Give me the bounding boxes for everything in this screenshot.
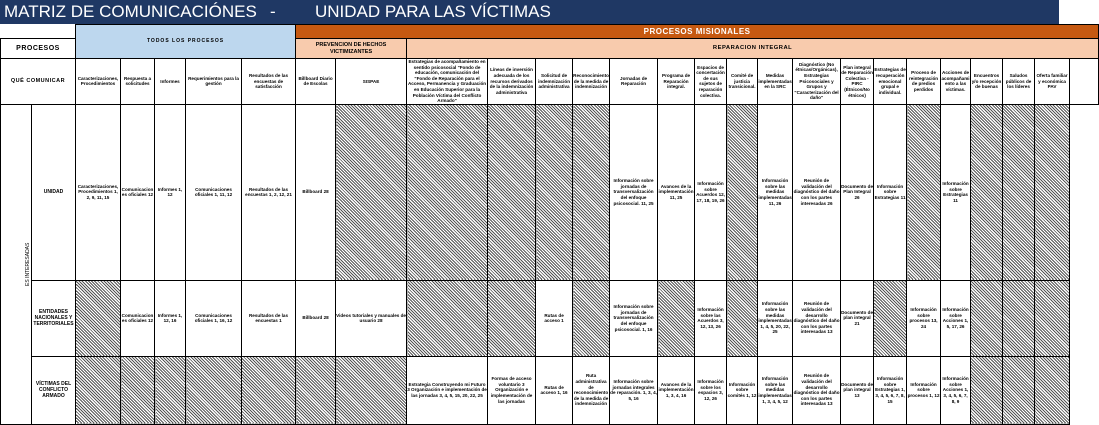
matrix-cell: Rutas de acceso 1, 16 (536, 356, 573, 424)
column-header: Reconocimiento de la medida de indemnización (573, 59, 610, 105)
matrix-cell (727, 280, 758, 356)
columns-row (1, 59, 1099, 105)
matrix-cell: Información sobre las medidas implementadas 11, 26 (758, 104, 793, 280)
matrix-cell: Información sobre jornadas de transversalización del enfoque psicosocial. 11, 25 (610, 104, 658, 280)
matrix-cell: Información sobre las Acuerdos 3, 12, 13, 26 (695, 280, 727, 356)
matrix-cell: Caracterizaciones, Procedimientos 1, 2, 9, 11, 15 (76, 104, 121, 280)
matrix-cell: Información sobre comités 1, 12 (727, 356, 758, 424)
matrix-cell: Reunión de validación del diagnóstico del daño con los partes interesadas 26 (793, 104, 841, 280)
matrix-cell (907, 104, 941, 280)
matrix-cell (76, 356, 121, 424)
matrix-cell (121, 356, 155, 424)
matrix-cell: Documento de plan integral 13 (841, 356, 874, 424)
column-header: Respuesta a solicitudes (121, 59, 155, 105)
matrix-cell: Billboard 28 (296, 104, 336, 280)
communications-matrix (0, 24, 1099, 425)
matrix-cell: Comunicaciones oficiales 12 (121, 104, 155, 280)
matrix-cell (1035, 104, 1070, 280)
matrix-cell: Reunión de validación del desarrollo diagnóstico del daño con los partes interesadas 13 (793, 280, 841, 356)
matrix-cell (971, 356, 1003, 424)
column-header: Programa de Reparación integral. (658, 59, 695, 105)
matrix-cell: Videos tutoriales y manuales de usuario 28 (336, 280, 407, 356)
column-header: Resultados de las encuestas de satisfacción (242, 59, 296, 105)
matrix-cell (1003, 280, 1035, 356)
row-label: UNIDAD (32, 104, 76, 280)
matrix-cell: Información sobre las medidas implementadas 1, 3, 4, 5, 12 (758, 356, 793, 424)
matrix-cell: Reunión de validación del desarrollo diagnóstico del daño con los partes interesadas 13 (793, 356, 841, 424)
matrix-cell (488, 104, 536, 280)
column-header: SISPAE (336, 59, 407, 105)
matrix-cell: Información sobre procesos 13, 24 (907, 280, 941, 356)
matrix-cell (971, 280, 1003, 356)
matrix-cell: Información sobre jornadas integrales de reparación. 1, 3, 4, 5, 16 (610, 356, 658, 424)
column-header: Oferta familiar y económica PAV (1035, 59, 1070, 105)
matrix-cell (242, 356, 296, 424)
matrix-cell (336, 356, 407, 424)
column-header: Líneas de inversión adecuada de los recursos derivados de la indemnización administrativa (488, 59, 536, 105)
matrix-cell (1035, 280, 1070, 356)
matrix-cell: Avances de la implementación 11, 25 (658, 104, 695, 280)
column-header: Billboard Diario de Escolas (296, 59, 336, 105)
matrix-cell (336, 104, 407, 280)
matrix-cell (971, 104, 1003, 280)
title-separator: - (270, 2, 276, 21)
title-bar (0, 0, 1059, 24)
matrix-cell (573, 280, 610, 356)
procesos-header: PROCESOS (1, 39, 76, 59)
matrix-cell: Información sobre las medidas implementadas 1, 4, 5, 20, 22, 25 (758, 280, 793, 356)
matrix-cell (407, 280, 488, 356)
matrix-cell: Formas de acceso voluntario 3 Organización e implementación de las jornadas (488, 356, 536, 424)
matrix-cell (727, 104, 758, 280)
column-header: Solicitud de indemnización administrativa (536, 59, 573, 105)
matrix-cell (296, 356, 336, 424)
matrix-cell: Informes 1, 12 (155, 104, 186, 280)
column-header: Medidas implementadas en la SRC (758, 59, 793, 105)
matrix-cell: Estrategia Construyendo mi Futuro 3 Organización e implementación de las jornadas 3, 4, 5, 15, 20, 22, 25 (407, 356, 488, 424)
row-label: VÍCTIMAS DEL CONFLICTO ARMADO (32, 356, 76, 424)
column-header: Informes (155, 59, 186, 105)
matrix-cell (536, 104, 573, 280)
matrix-cell: Comunicaciones oficiales 12 (121, 280, 155, 356)
prevencion-header: PREVENCION DE HECHOS VICTIMIZANTES (296, 39, 407, 59)
matrix-cell: Información sobre Estrategias 1, 3, 4, 5, 6, 7, 8, 15 (874, 356, 907, 424)
matrix-cell: Resultados de las encuestas 1 (242, 280, 296, 356)
matrix-cell: Información sobre Acuerdos 12, 17, 18, 19, 26 (695, 104, 727, 280)
matrix-cell: Informes 1, 12, 16 (155, 280, 186, 356)
matrix-cell: Información sobre jornadas de transversalización del enfoque psicosocial. 1, 16 (610, 280, 658, 356)
matrix-cell: Información sobre procesos 1, 12 (907, 356, 941, 424)
unit-title: UNIDAD PARA LAS VÍCTIMAS (315, 2, 551, 21)
matrix-cell: Información sobre Acciones 1, 5, 17, 26 (941, 280, 971, 356)
matrix-cell (186, 356, 242, 424)
matrix-cell: Comunicaciones oficiales 1, 11, 12 (186, 104, 242, 280)
matrix-cell (573, 104, 610, 280)
matrix-cell (1003, 356, 1035, 424)
column-header: Estrategias de recuperación emocional grupal e individual. (874, 59, 907, 105)
column-header: Jornadas de Reparación (610, 59, 658, 105)
que-comunicar-header: QUÉ COMUNICAR (1, 59, 76, 105)
matrix-cell: Información sobre los espacios 3, 12, 26 (695, 356, 727, 424)
matrix-cell: Información sobre Estrategias 11 (941, 104, 971, 280)
matrix-cell (874, 280, 907, 356)
row-label: ENTIDADES NACIONALES Y TERRITORIALES (32, 280, 76, 356)
matrix-title: MATRIZ DE COMUNICACIÓNES (4, 2, 257, 21)
column-header: Estrategias de acompañamiento en sentido psicosocial "Fondo de educación, comunicación del "Fondo de Reparación para el Acceso, Permanencia y Graduación en Educación Superior para la Población Víctima del Conflicto Armado" (407, 59, 487, 104)
table-row (1, 280, 1099, 356)
column-header: Encuentros y/o recepción de buenas (971, 59, 1003, 105)
matrix-cell (76, 280, 121, 356)
matrix-cell: Resultados de las encuestas 1, 2, 12, 21 (242, 104, 296, 280)
table-row (1, 104, 1099, 280)
column-header: Diagnóstico (No étnicas/Orgánicas), Estrategias Psicosociales y Grupos y "Caracterización del daño" (793, 59, 841, 105)
matrix-cell (1003, 104, 1035, 280)
column-header: Acciones de acompañamiento a las víctimas. (941, 59, 971, 105)
matrix-cell (1035, 356, 1070, 424)
matrix-cell: Avances de la implementación 1, 3, 4, 16 (658, 356, 695, 424)
reparacion-integral-header: REPARACION INTEGRAL (407, 39, 1099, 59)
column-header: Saludos públicos de los líderes (1003, 59, 1035, 105)
matrix-cell: Documento de Plan Integral 26 (841, 104, 874, 280)
partes-interesadas-label: ES INTERESADAS (1, 104, 32, 424)
matrix-cell: Ruta administrativa de reconocimiento de la medida de indemnización (573, 356, 610, 424)
matrix-cell: Información sobre Estrategias 11 (874, 104, 907, 280)
matrix-cell: Billboard 28 (296, 280, 336, 356)
column-header: Caracterizaciones, Procedimientos (76, 59, 121, 105)
matrix-cell (407, 104, 488, 280)
matrix-cell (488, 280, 536, 356)
table-row (1, 356, 1099, 424)
column-header: Espacios de concertación de sus sujetos de reparación colectiva. (695, 59, 727, 105)
matrix-cell: Información sobre Acciones 1, 3, 4, 5, 6, 7, 8, 9 (941, 356, 971, 424)
matrix-cell: Documento de plan integral 21 (841, 280, 874, 356)
matrix-cell (658, 280, 695, 356)
todos-los-procesos-header: TODOS LOS PROCESOS (76, 25, 296, 59)
column-header: Comité de justicia transicional. (727, 59, 758, 105)
matrix-cell: Comunicaciones oficiales 1, 16, 12 (186, 280, 242, 356)
column-header: Requerimientos para la gestión (186, 59, 242, 105)
column-header: Proceso de reintegración de predios perdidos (907, 59, 941, 105)
column-header (1070, 59, 1099, 105)
matrix-cell (155, 356, 186, 424)
column-header: Plan integral de Reparación Colectiva - PIRC (Étnicos/No étnicos) (841, 59, 874, 105)
procesos-misionales-header: PROCESOS MISIONALES (296, 25, 1099, 39)
matrix-cell: Rutas de acceso 1 (536, 280, 573, 356)
